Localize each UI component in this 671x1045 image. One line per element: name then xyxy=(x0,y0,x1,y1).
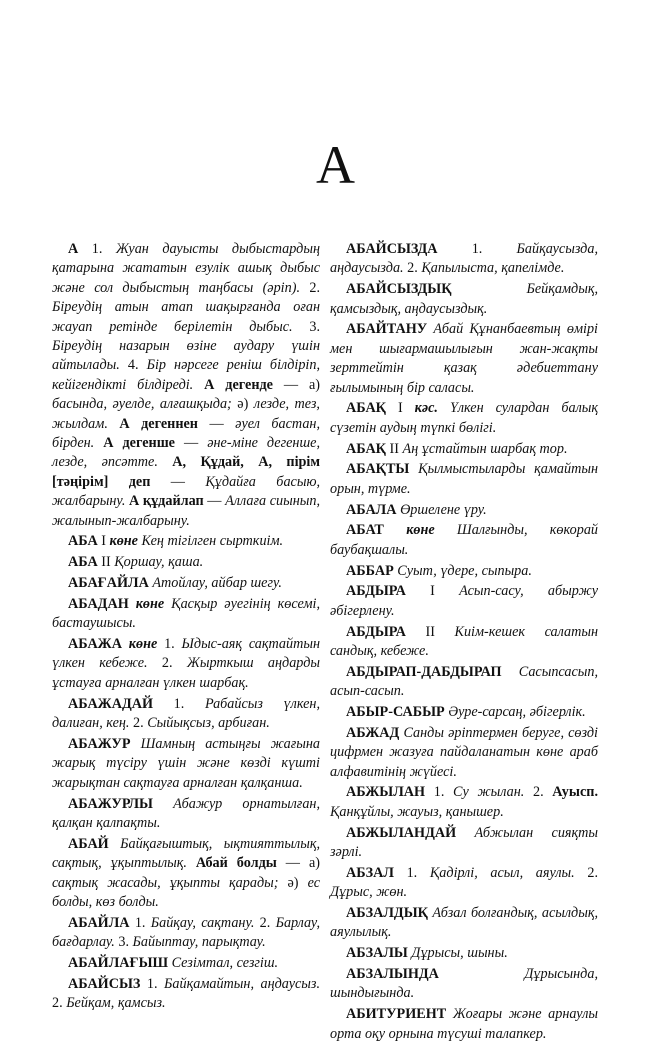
entry-headword: АБЖЫЛАНДАЙ xyxy=(346,824,457,841)
entry-headword: АБДЫРАП-ДАБДЫРАП xyxy=(346,663,502,680)
entry-definition: Байқамайтын, аңдаусыз. xyxy=(164,975,320,992)
entry-numbering xyxy=(409,461,418,477)
entry-headword: АБАЙСЫЗ xyxy=(68,975,141,992)
entry-headword: АБАҚ xyxy=(346,400,386,417)
dictionary-entry xyxy=(52,635,320,693)
dictionary-entry xyxy=(330,521,598,560)
entry-headword: АББАР xyxy=(346,562,394,579)
entry-numbering: 2. xyxy=(403,260,422,277)
entry-headword: А дегенше xyxy=(94,435,175,452)
entry-definition: ес болды, көз болды. xyxy=(52,874,320,910)
dictionary-entry xyxy=(330,824,598,863)
usage-mark: кәс. xyxy=(414,400,438,417)
entry-numbering: 1. xyxy=(129,914,151,931)
dictionary-entry xyxy=(52,835,320,913)
entry-definition: әуел бастан, бірден. xyxy=(52,415,321,452)
entry-definition: Дұрыс, жөн. xyxy=(330,884,408,901)
entry-headword: АБЗАЛЫНДА xyxy=(346,966,439,983)
dictionary-entry xyxy=(330,562,598,581)
dictionary-entry xyxy=(330,1005,598,1044)
entry-numbering: 3. xyxy=(114,934,133,951)
entry-numbering: 1. xyxy=(140,975,165,992)
dictionary-entry xyxy=(330,440,598,459)
entry-headword: АБДЫРА xyxy=(346,623,406,640)
entry-headword: А, Құдай, А, пірім [тәңірім] деп xyxy=(52,454,321,490)
entry-definition: Суыт, үдере, сыпыра. xyxy=(397,562,532,579)
usage-mark: көне xyxy=(135,595,165,612)
entry-headword: АБАҒАЙЛА xyxy=(68,575,149,592)
entry-numbering xyxy=(153,796,173,812)
dictionary-entry xyxy=(52,975,320,1014)
dictionary-entry xyxy=(330,724,598,782)
entry-headword: А құдайлап xyxy=(125,493,204,510)
dictionary-entry xyxy=(330,240,598,279)
entry-numbering xyxy=(109,836,120,852)
entry-numbering: — xyxy=(150,473,206,490)
dictionary-entry xyxy=(52,532,320,551)
entry-numbering: II xyxy=(97,554,115,571)
entry-numbering: 1. xyxy=(437,241,517,257)
dictionary-entry xyxy=(52,574,320,593)
entry-definition: Біреудің назарын өзіне аудару үшін айтылады. xyxy=(52,338,320,374)
entry-definition: Атойлау, айбар шегу. xyxy=(152,575,282,592)
entry-definition: Жоғары және арнаулы орта оқу орнына түсуші талапкер. xyxy=(330,1006,599,1042)
entry-headword: АБЗАЛ xyxy=(346,864,394,881)
entry-numbering xyxy=(452,281,527,297)
entry-headword: АБА xyxy=(68,554,98,571)
entry-numbering: 2. xyxy=(52,995,67,1012)
entry-numbering: 2. xyxy=(147,655,187,672)
entry-headword: АБАЖУРЛЫ xyxy=(68,795,153,812)
right-column xyxy=(330,240,598,1045)
entry-definition: Қоршау, қаша. xyxy=(114,554,204,571)
entry-definition: Киім-кешек салатын сандық, кебеже. xyxy=(330,623,598,660)
entry-definition: Сезімтал, сезгіш. xyxy=(171,954,279,971)
entry-numbering: 2. xyxy=(524,784,553,801)
entry-numbering: — xyxy=(197,415,236,432)
entry-definition: сақтық жасады, ұқыпты қарады; xyxy=(52,874,279,891)
dictionary-entry xyxy=(330,783,598,822)
entry-numbering: — xyxy=(174,435,208,452)
entry-numbering: 1. xyxy=(78,241,116,257)
dictionary-entry xyxy=(330,460,598,499)
entry-headword: АБАЖАДАЙ xyxy=(68,695,154,712)
dictionary-entry xyxy=(330,944,598,963)
entry-definition: Кең тігілген сырткиім. xyxy=(137,533,284,550)
entry-definition: Жуан дауысты дыбыстардың қатарына жататын езулік ашық дыбыс және сол дыбыстың таңбасы (әріп). xyxy=(52,241,321,296)
entry-numbering: 2. xyxy=(254,914,276,931)
entry-definition: Ыдыс-аяқ сақтайтын үлкен кебеже. xyxy=(52,636,320,672)
entry-headword: А дегенде xyxy=(193,376,273,393)
entry-headword: АБАЖА xyxy=(68,636,122,653)
entry-numbering: 1. xyxy=(157,636,182,653)
entry-definition: лезде, тез, жылдам. xyxy=(52,396,320,432)
entry-headword: АБАЙЛАҒЫШ xyxy=(68,954,169,971)
dictionary-entry xyxy=(330,280,598,319)
entry-headword: АБИТУРИЕНТ xyxy=(346,1006,447,1023)
entry-headword: АБАЙСЫЗДА xyxy=(346,241,438,257)
entry-numbering: I xyxy=(385,400,415,417)
entry-definition: Байқау, сақтану. xyxy=(150,914,255,931)
entry-definition: Сасыпсасып, асып-сасып. xyxy=(330,663,598,700)
entry-definition: Байыптау, парықтау. xyxy=(132,934,266,951)
entry-definition: Үлкен сулардан балық сүзетін аудың түпкі бөлігі. xyxy=(330,400,599,436)
entry-numbering: 2. xyxy=(300,279,321,296)
entry-definition: Абажур орнатылған, қалқан қалпақты. xyxy=(52,795,320,831)
entry-definition: Қапылыста, қапелімде. xyxy=(421,260,565,277)
entry-definition: Әуре-сарсаң, әбігерлік. xyxy=(448,704,586,721)
left-column xyxy=(52,240,320,1015)
entry-numbering xyxy=(456,825,474,841)
entry-definition: Қанқұйлы, жауыз, қанышер. xyxy=(330,803,504,820)
dictionary-entry xyxy=(52,695,320,734)
entry-definition: Құдайға басыю, жалбарыну. xyxy=(52,473,320,510)
dictionary-entry xyxy=(52,954,320,973)
entry-numbering: — а) xyxy=(272,376,320,393)
entry-headword: АБАДАН xyxy=(68,595,129,612)
dictionary-entry xyxy=(330,399,598,438)
entry-definition: Бейқамдық, қамсыздық, аңдаусыздық. xyxy=(330,281,598,317)
entry-numbering: ә) xyxy=(231,396,254,413)
entry-headword: АБАЛА xyxy=(346,501,397,518)
entry-definition: Байқаусызда, аңдаусызда. xyxy=(330,241,598,277)
entry-definition: басында, әуелде, алғашқыда; xyxy=(52,396,232,413)
entry-definition: Аң ұстайтын шарбақ тор. xyxy=(402,440,568,457)
dictionary-entry xyxy=(330,864,598,903)
entry-headword: Абай болды xyxy=(186,855,277,872)
entry-headword: АБА xyxy=(68,533,98,550)
entry-numbering: II xyxy=(385,440,403,457)
entry-definition: Қадірлі, асыл, аяулы. xyxy=(429,864,575,881)
entry-definition: Сыйықсыз, арбиған. xyxy=(147,715,270,732)
entry-definition: Санды әріптермен беруге, сөзді цифрмен жазуға пайдаланатын көне араб алфавитінің жүйесі. xyxy=(330,724,598,780)
entry-headword: АБАЙЛА xyxy=(68,914,130,931)
entry-headword: АБЫР-САБЫР xyxy=(346,704,445,721)
dictionary-entry xyxy=(52,553,320,572)
entry-numbering: 4. xyxy=(119,357,147,374)
entry-definition: Рабайсыз үлкен, далиған, кең. xyxy=(52,695,321,732)
dictionary-entry xyxy=(52,595,320,634)
dictionary-entry xyxy=(330,703,598,722)
entry-headword: АБАЙТАНУ xyxy=(346,321,428,338)
entry-numbering xyxy=(446,1006,453,1022)
entry-headword: АБЗАЛЫ xyxy=(346,945,408,962)
dictionary-entry xyxy=(330,320,598,398)
entry-numbering xyxy=(122,636,129,652)
dictionary-entry xyxy=(330,501,598,520)
entry-definition: Аллаға сиынып, жалынып-жалбарыну. xyxy=(52,493,320,529)
entry-numbering: II xyxy=(405,623,455,640)
entry-numbering: 1. xyxy=(153,695,205,712)
dictionary-entry xyxy=(330,663,598,702)
entry-numbering: — а) xyxy=(276,855,320,872)
entry-numbering: 3. xyxy=(292,318,320,335)
entry-headword: Ауысп. xyxy=(552,784,598,801)
entry-headword: АБАТ xyxy=(346,522,384,539)
entry-numbering xyxy=(384,522,406,538)
entry-definition: Шалғынды, көкорай баубақшалы. xyxy=(330,522,599,558)
dictionary-entry xyxy=(52,795,320,834)
usage-mark: көне xyxy=(128,636,158,653)
entry-definition: Абай Құнанбаевтың өмірі мен шығармашылығын жан-жақты зерттейтін қазақ әдебиеттану ғылымының бір саласы. xyxy=(330,321,598,396)
entry-numbering: 2. xyxy=(129,715,148,732)
entry-definition: Шамның астыңғы жағына жарық түсіру үшін және көзді күшті жарықтан сақтауға арналған қалқанша. xyxy=(52,735,321,791)
usage-mark: көне xyxy=(109,533,138,550)
entry-numbering: — xyxy=(203,493,226,510)
dictionary-entry xyxy=(330,623,598,662)
dictionary-entry xyxy=(330,904,598,943)
entry-definition: Өршелене үру. xyxy=(400,501,487,518)
entry-numbering: I xyxy=(97,533,110,550)
entry-definition: Біреудің атын атап шақырғанда оған жауап ретінде берілетін дыбыс. xyxy=(52,299,320,335)
entry-headword: АБАЖУР xyxy=(68,735,131,752)
dictionary-entry xyxy=(52,735,320,793)
entry-numbering xyxy=(131,736,141,752)
dictionary-entry xyxy=(330,582,598,621)
entry-headword: АБЗАЛДЫҚ xyxy=(346,905,428,922)
entry-definition: Асып-сасу, абыржу әбігерлену. xyxy=(330,583,598,619)
entry-headword: АБЖЫЛАН xyxy=(346,784,426,801)
entry-definition: Абжылан сияқты зәрлі. xyxy=(330,824,598,861)
entry-definition: Абзал болғандық, асылдық, аяулылық. xyxy=(330,905,598,941)
entry-definition: Барлау, бағдарлау. xyxy=(52,914,321,951)
entry-definition: Бейқам, қамсыз. xyxy=(66,995,166,1012)
entry-headword: АБАЙСЫЗДЫҚ xyxy=(346,281,452,298)
entry-headword: АБАҚ xyxy=(346,440,386,457)
entry-headword: АБАҚТЫ xyxy=(346,461,410,478)
dictionary-entry xyxy=(330,965,598,1004)
entry-headword: А xyxy=(68,241,79,257)
entry-numbering: 1. xyxy=(393,864,430,881)
entry-numbering xyxy=(129,596,136,612)
usage-mark: көне xyxy=(406,522,435,539)
entry-headword: АБДЫРА xyxy=(346,583,406,600)
entry-definition: Дұрысында, шындығында. xyxy=(330,966,598,1002)
dictionary-entry xyxy=(52,240,320,531)
entry-definition: Бір нәрсеге реніш білдіріп, кейігендікті білдіреді. xyxy=(52,357,320,393)
entry-numbering: I xyxy=(405,583,460,600)
entry-numbering xyxy=(502,664,519,680)
entry-definition: әне-міне дегенше, лезде, әпсәтте. xyxy=(52,435,320,471)
dictionary-entry xyxy=(52,914,320,953)
entry-headword: АБЖАД xyxy=(346,724,400,741)
entry-headword: А дегеннен xyxy=(107,415,198,432)
entry-definition: Қасқыр әуегінің көсемі, бастаушысы. xyxy=(52,595,320,632)
section-letter-heading: А xyxy=(316,135,355,195)
entry-definition: Дұрысы, шыны. xyxy=(411,945,508,962)
entry-numbering: ә) xyxy=(278,874,308,891)
entry-definition: Қылмыстыларды қамайтын орын, түрме. xyxy=(330,461,599,497)
entry-numbering: 1. xyxy=(425,784,454,801)
entry-headword: АБАЙ xyxy=(68,835,109,852)
entry-numbering xyxy=(439,966,525,982)
entry-numbering: 2. xyxy=(574,864,599,881)
entry-definition: Су жылан. xyxy=(453,784,525,801)
entry-definition: Байқағыштық, ықтияттылық, сақтық, ұқыптылық. xyxy=(52,835,321,872)
entry-definition: Жырткыш аңдарды ұстауға арналған үлкен шарбақ. xyxy=(52,655,320,691)
